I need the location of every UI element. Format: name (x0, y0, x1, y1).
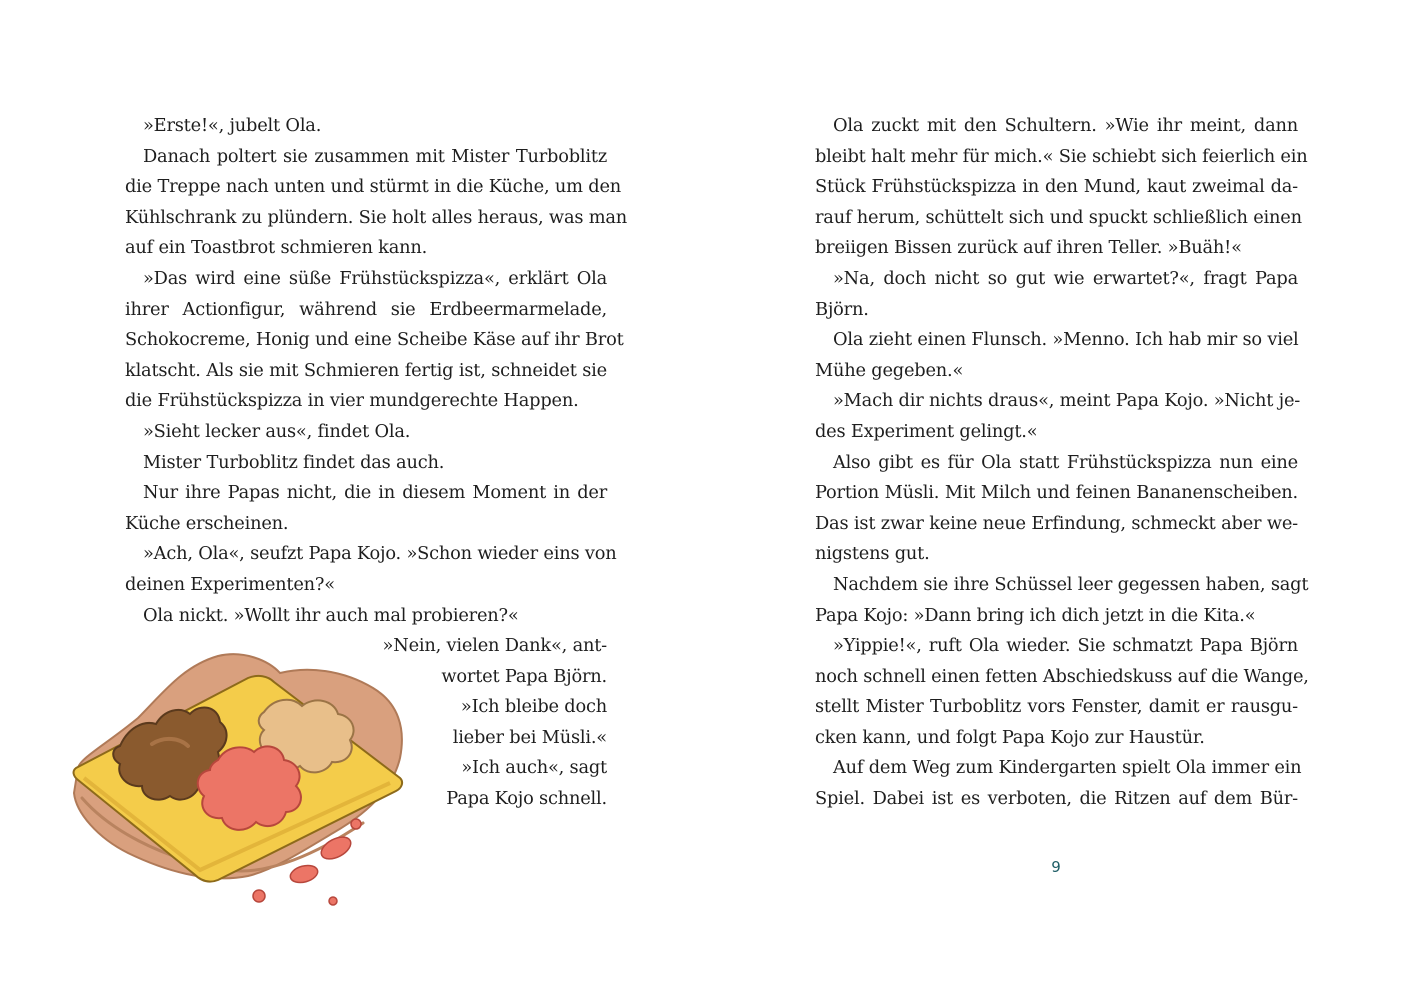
text-line: »Ich bleibe doch (460, 696, 607, 718)
text-line: die Frühstückspizza in vier mundgerechte Happen. (125, 390, 579, 412)
jam-drop (329, 897, 337, 905)
right-page (815, 111, 1309, 815)
text-line: Spiel. Dabei ist es verboten, die Ritzen auf dem Bür- (815, 788, 1298, 810)
jam-drop (351, 819, 361, 829)
text-line: »Nein, vielen Dank«, ant- (382, 635, 607, 657)
text-line: deinen Experimenten?« (125, 573, 335, 595)
text-line: des Experiment gelingt.« (815, 420, 1038, 442)
text-line: breiigen Bissen zurück auf ihren Teller. »Buäh!« (815, 237, 1242, 259)
text-line: klatscht. Als sie mit Schmieren fertig ist, schneidet sie (125, 359, 607, 381)
text-line: Auf dem Weg zum Kindergarten spielt Ola immer ein (833, 757, 1302, 779)
text-line: Schokocreme, Honig und eine Scheibe Käse auf ihr Brot (125, 329, 624, 351)
text-line: cken kann, und folgt Papa Kojo zur Haustür. (815, 726, 1205, 748)
text-line: Danach poltert sie zusammen mit Mister Turboblitz (143, 145, 607, 167)
text-line: Nachdem sie ihre Schüssel leer gegessen haben, sagt (833, 573, 1309, 595)
text-line: nigstens gut. (815, 543, 930, 565)
text-line: »Na, doch nicht so gut wie erwartet?«, fragt Papa (833, 267, 1298, 289)
text-line: die Treppe nach unten und stürmt in die Küche, um den (125, 176, 622, 198)
breakfast-pizza-illustration (68, 648, 413, 913)
text-line: »Das wird eine süße Frühstückspizza«, erklärt Ola (143, 267, 607, 289)
text-line: Stück Frühstückspizza in den Mund, kaut zweimal da- (815, 176, 1298, 198)
text-line: »Ich auch«, sagt (461, 757, 607, 779)
text-line: Ola zuckt mit den Schultern. »Wie ihr meint, dann (833, 115, 1298, 136)
text-line: rauf herum, schüttelt sich und spuckt schließlich einen (815, 206, 1302, 228)
text-line: Das ist zwar keine neue Erfindung, schmeckt aber we- (815, 512, 1298, 534)
page-number: 9 (1051, 858, 1061, 876)
text-line: Mühe gegeben.« (815, 359, 964, 381)
text-line: bleibt halt mehr für mich.« Sie schiebt sich feierlich ein (815, 145, 1308, 167)
text-line: Ola zieht einen Flunsch. »Menno. Ich hab mir so viel (833, 329, 1299, 351)
text-line: lieber bei Müsli.« (452, 726, 607, 748)
text-line: ihrer Actionfigur, während sie Erdbeermarmelade, (125, 298, 607, 320)
text-line: Nur ihre Papas nicht, die in diesem Moment in der (143, 482, 607, 504)
text-line: Papa Kojo schnell. (446, 788, 607, 810)
text-line: auf ein Toastbrot schmieren kann. (125, 237, 428, 259)
text-line: Kühlschrank zu plündern. Sie holt alles heraus, was man (125, 206, 628, 228)
text-line: Ola nickt. »Wollt ihr auch mal probieren?« (143, 604, 519, 626)
text-line: Papa Kojo: »Dann bring ich dich jetzt in die Kita.« (815, 604, 1256, 626)
text-line: Also gibt es für Ola statt Frühstückspizza nun eine (833, 451, 1298, 473)
text-line: Björn. (815, 298, 869, 320)
text-line: Mister Turboblitz findet das auch. (143, 451, 445, 473)
text-line: Küche erscheinen. (125, 512, 289, 534)
text-line: Portion Müsli. Mit Milch und feinen Bananenscheiben. (815, 482, 1298, 504)
text-line: »Erste!«, jubelt Ola. (143, 115, 322, 136)
text-line: »Sieht lecker aus«, findet Ola. (143, 420, 411, 442)
jam-drop (253, 890, 265, 902)
text-line: noch schnell einen fetten Abschiedskuss auf die Wange, (815, 665, 1309, 687)
text-line: »Yippie!«, ruft Ola wieder. Sie schmatzt Papa Björn (833, 635, 1298, 657)
jam-drop (288, 863, 319, 886)
text-line: »Mach dir nichts draus«, meint Papa Kojo. »Nicht je- (833, 390, 1301, 412)
text-line: wortet Papa Björn. (441, 665, 607, 687)
text-line: stellt Mister Turboblitz vors Fenster, damit er rausgu- (815, 696, 1298, 718)
text-line: »Ach, Ola«, seufzt Papa Kojo. »Schon wieder eins von (143, 543, 617, 565)
